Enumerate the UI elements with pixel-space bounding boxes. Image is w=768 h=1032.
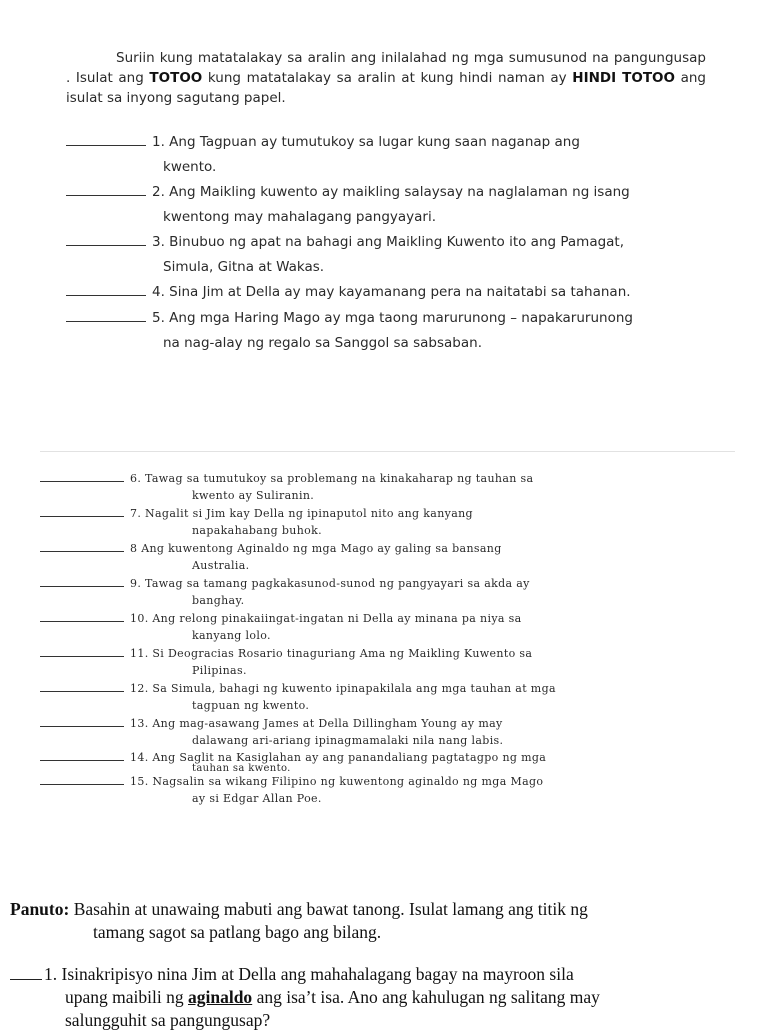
question-text: upang maibili ng: [65, 987, 188, 1007]
question-text: 12. Sa Simula, bahagi ng kuwento ipinapakilala ang mga tauhan at mga: [130, 682, 556, 695]
question-item: [40, 773, 720, 808]
question-item: [40, 645, 720, 680]
question-item: [40, 610, 720, 645]
hindi-totoo-label: HINDI TOTOO: [572, 70, 675, 86]
question-text: 2. Ang Maikling kuwento ay maikling salaysay na naglalaman ng isang: [152, 184, 630, 200]
part1-section: [66, 48, 706, 355]
answer-blank[interactable]: [40, 646, 124, 657]
question-item: [40, 575, 720, 610]
question-text-cont: Australia.: [192, 559, 250, 572]
question-item: [40, 505, 720, 540]
question-item: [66, 179, 706, 229]
question-text-cont: tagpuan ng kwento.: [192, 699, 310, 712]
directions-label: Panuto:: [10, 899, 70, 919]
question-item: [66, 229, 706, 279]
question-text: 10. Ang relong pinakaiingat-ingatan ni Della ay minana pa niya sa: [130, 612, 522, 625]
question-item: [40, 715, 720, 750]
instructions-paragraph: [66, 48, 706, 108]
answer-blank[interactable]: [10, 965, 42, 980]
question-item: [66, 305, 706, 355]
question-text-cont: kwento.: [163, 159, 217, 175]
part3-section: [10, 898, 760, 1032]
question-text: 4. Sina Jim at Della ay may kayamanang pera na naitatabi sa tahanan.: [152, 284, 631, 300]
question-text-cont: kwentong may mahalagang pangyayari.: [163, 209, 437, 225]
question-item: [40, 470, 720, 505]
question-text: 11. Si Deogracias Rosario tinaguriang Ama ng Maikling Kuwento sa: [130, 647, 533, 660]
question-text: 8 Ang kuwentong Aginaldo ng mga Mago ay galing sa bansang: [130, 542, 502, 555]
page-divider: [40, 451, 735, 452]
question-text: ang isa’t isa. Ano ang kahulugan ng salitang may: [252, 987, 600, 1007]
directions-text-cont: tamang sagot sa patlang bago ang bilang.: [93, 922, 382, 942]
question-text: 6. Tawag sa tumutukoy sa problemang na kinakaharap ng tauhan sa: [130, 472, 534, 485]
question-text-cont: salungguhit sa pangungusap?: [65, 1010, 271, 1030]
question-item: [66, 129, 706, 179]
question-text: 7. Nagalit si Jim kay Della ng ipinaputol nito ang kanyang: [130, 507, 473, 520]
intro-text: kung matatalakay sa aralin at kung hindi naman ay: [202, 70, 573, 86]
answer-blank[interactable]: [40, 611, 124, 622]
answer-blank[interactable]: [66, 183, 146, 196]
question-text-cont: na nag-alay ng regalo sa Sanggol sa sabsaban.: [163, 335, 482, 351]
question-text-cont: banghay.: [192, 594, 245, 607]
totoo-label: TOTOO: [149, 70, 203, 86]
question-text-cont: ay si Edgar Allan Poe.: [192, 792, 322, 805]
answer-blank[interactable]: [66, 309, 146, 322]
answer-blank[interactable]: [40, 716, 124, 727]
question-text-cont: kanyang lolo.: [192, 629, 271, 642]
question-text: 3. Binubuo ng apat na bahagi ang Maikling Kuwento ito ang Pamagat,: [152, 234, 625, 250]
answer-blank[interactable]: [40, 541, 124, 552]
question-text: 1. Ang Tagpuan ay tumutukoy sa lugar kung saan naganap ang: [152, 134, 580, 150]
question-text: 13. Ang mag-asawang James at Della Dillingham Young ay may: [130, 717, 503, 730]
answer-blank[interactable]: [66, 283, 146, 296]
question-text-cont: kwento ay Suliranin.: [192, 489, 315, 502]
directions: [10, 898, 760, 944]
question-text-cont: dalawang ari-ariang ipinagmamalaki nila nang labis.: [192, 734, 504, 747]
question-text-cont: napakahabang buhok.: [192, 524, 322, 537]
answer-blank[interactable]: [66, 133, 146, 146]
answer-blank[interactable]: [40, 471, 124, 482]
question-text-cont: Simula, Gitna at Wakas.: [163, 259, 325, 275]
question-item: [66, 279, 706, 305]
question-item: [40, 750, 720, 773]
answer-blank[interactable]: [40, 774, 124, 785]
answer-blank[interactable]: [40, 681, 124, 692]
multiple-choice-question: [10, 963, 760, 1032]
answer-blank[interactable]: [40, 576, 124, 587]
underlined-word: aginaldo: [187, 987, 253, 1007]
question-text: 14. Ang Saglit na Kasiglahan ay ang panandaliang pagtatagpo ng mga: [130, 751, 547, 764]
question-text-cont: Pilipinas.: [192, 664, 247, 677]
intro-text: Suriin kung matatalakay sa aralin ang inilalahad ng mga sumusunod na pangungusap . Isulat ang: [66, 50, 706, 86]
answer-blank[interactable]: [66, 233, 146, 246]
question-text: 5. Ang mga Haring Mago ay mga taong marurunong – napakarurunong: [152, 310, 633, 326]
question-text: 9. Tawag sa tamang pagkakasunod-sunod ng pangyayari sa akda ay: [130, 577, 530, 590]
intro-text: ang isulat sa inyong sagutang papel.: [66, 70, 706, 106]
question-text: 1. Isinakripisyo nina Jim at Della ang mahahalagang bagay na mayroon sila: [44, 964, 574, 984]
directions-text: Basahin at unawaing mabuti ang bawat tanong. Isulat lamang ang titik ng: [69, 899, 588, 919]
part2-section: [40, 470, 720, 808]
answer-blank[interactable]: [40, 750, 124, 761]
answer-blank[interactable]: [40, 506, 124, 517]
question-item: [40, 680, 720, 715]
question-text: 15. Nagsalin sa wikang Filipino ng kuwentong aginaldo ng mga Mago: [130, 775, 544, 788]
question-item: [40, 540, 720, 575]
question-text-cont: tauhan sa kwento.: [192, 763, 291, 774]
